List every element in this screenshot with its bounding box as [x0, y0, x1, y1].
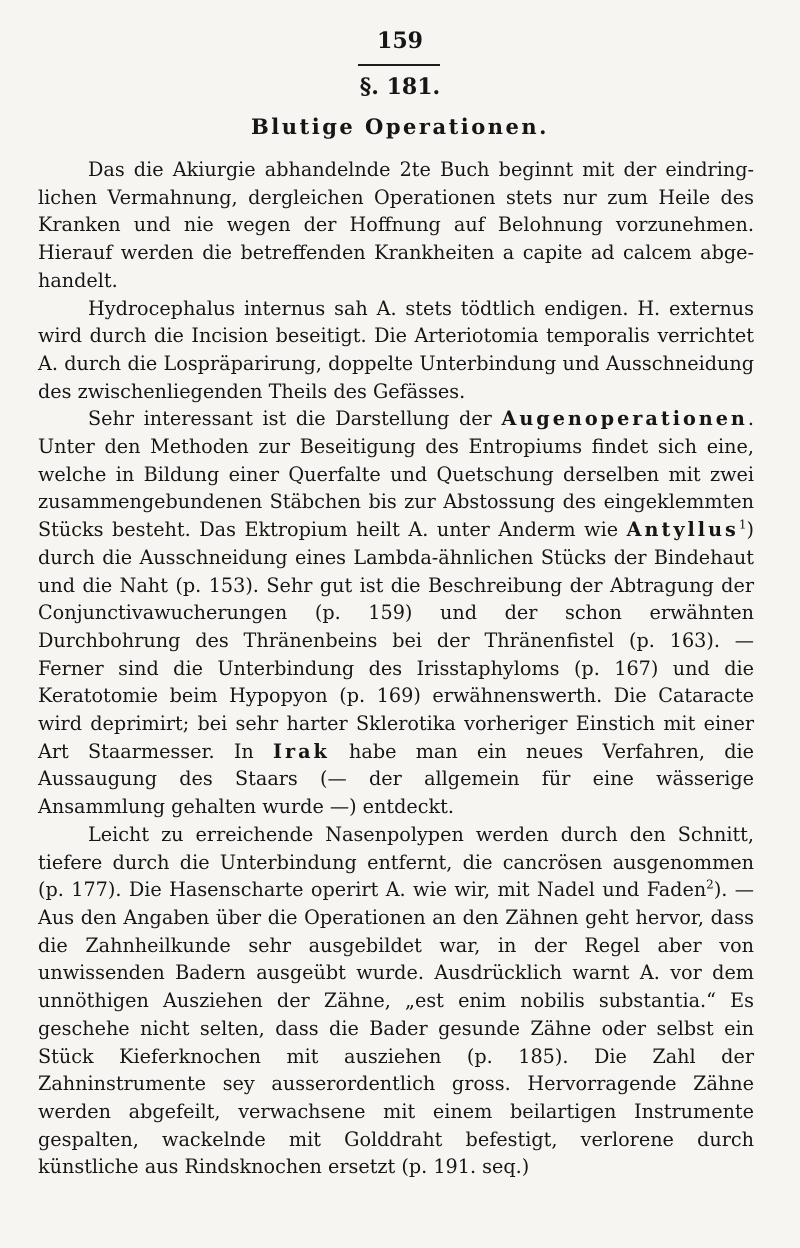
paragraph-2: Hydrocephalus internus sah A. stets tödtlich endigen. H. externus wird durch die Incision beseitigt. Die Arteriotomia temporalis verrichtet A. durch die Lospräparirung, doppelte Unterbindung und Ausschneidung des zwischenliegenden Theils des Gefässes.	[38, 296, 754, 403]
paragraph-1: Das die Akiurgie abhandelnde 2te Buch beginnt mit der eindringlichen Vermahnung, dergleichen Operationen stets nur zum Heile des Kranken und nie wegen der Hoffnung auf Belohnung vorzunehmen. Hierauf werden die betreffenden Krankheiten a capite ad calcem abgehandelt.	[38, 158, 754, 292]
paragraph-3-text-b: . Unter den Methoden zur Beseitigung des Entropiums findet sich eine, welche in Bildung einer Querfalte und Quetschung derselben mit zwei zusammengebundenen Stäbchen bis zur Abstossung des eingeklemmten Stücks besteht. Das Ektropium heilt A. unter Anderm wie	[38, 407, 754, 542]
paragraph-3-text-a: Sehr interessant ist die Darstellung der	[88, 407, 502, 431]
place-irak: Irak	[273, 739, 330, 763]
section-title: Blutige Operationen.	[251, 114, 549, 139]
body-text	[38, 156, 754, 1181]
section-number: §. 181.	[359, 74, 441, 100]
name-antyllus: Antyllus	[626, 518, 739, 542]
term-augenoperationen: Augenoperationen	[501, 407, 748, 431]
paragraph-4-text-a: Leicht zu erreichende Nasenpolypen werden durch den Schnitt, tiefere durch die Unterbindung entfernt, die cancrösen ausgenommen (p. 177). Die Hasenscharte operirt A. wie wir, mit Nadel und Faden	[38, 822, 754, 902]
paragraph-3	[38, 405, 754, 821]
header-rule	[358, 64, 440, 66]
paragraph-4-text-b: ). — Aus den Angaben über die Operationen an den Zähnen geht hervor, dass die Zahnheilkunde sehr ausgebildet war, in der Regel aber von unwissenden Badern ausgeübt wurde. Ausdrücklich warnt A. vor dem unnöthigen Ausziehen der Zähne, „est enim nobilis substantia.“ Es geschehe nicht selten, dass die Bader gesunde Zähne oder selbst ein Stück Kieferknochen mit ausziehen (p. 185). Die Zahl der Zahninstrumente sey ausserordentlich gross. Hervorragende Zähne werden abgefeilt, verwachsene mit einem beilartigen Instrumente gespalten, wackelnde mit Golddraht befestigt, verlorene durch künstliche aus Rindsknochen ersetzt (p. 191. seq.)	[38, 878, 754, 1179]
footnote-ref-1: 1	[738, 517, 747, 532]
paragraph-3-text-d: habe man ein neues Verfahren, die Aussaugung des Staars (— der allgemein für eine wässerige Ansammlung gehalten wurde —) entdeckt.	[38, 739, 754, 819]
paragraph-4	[38, 821, 754, 1181]
paragraph-3-text-c: ) durch die Ausschneidung eines Lambda-ähnlichen Stücks der Bindehaut und die Naht (p. 153). Sehr gut ist die Beschreibung der Abtragung der Conjunctivawucherungen (p. 159) und der schon erwähnten Durchbohrung des Thränenbeins bei der Thränenfistel (p. 163). — Ferner sind die Unterbindung des Irisstaphyloms (p. 167) und die Keratotomie beim Hypopyon (p. 169) erwähnenswerth. Die Cataracte wird deprimirt; bei sehr harter Sklerotika vorheriger Einstich mit einer Art Staarmesser. In	[38, 518, 754, 763]
page-number: 159	[377, 28, 423, 54]
footnote-ref-2: 2	[706, 877, 714, 892]
